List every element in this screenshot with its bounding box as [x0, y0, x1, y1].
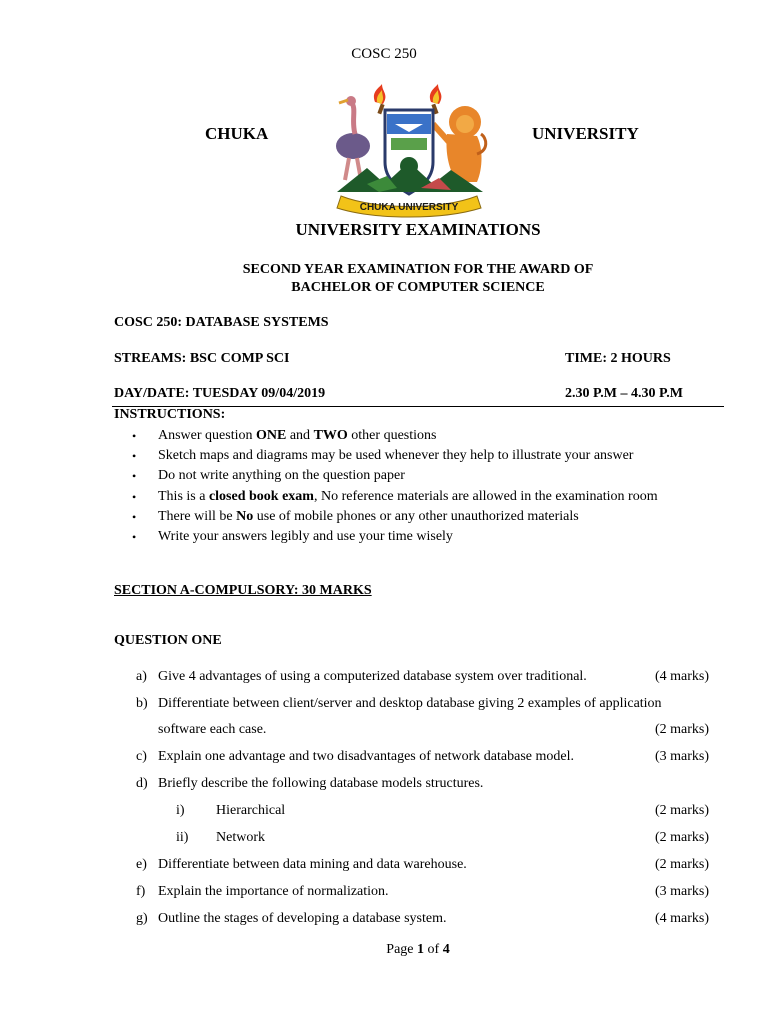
- exam-title: UNIVERSITY EXAMINATIONS: [295, 220, 541, 239]
- list-item: • Sketch maps and diagrams may be used whenever they help to illustrate your answer: [130, 446, 730, 466]
- bullet-icon: •: [132, 469, 137, 484]
- streams-label: STREAMS: BSC COMP SCI: [114, 351, 290, 366]
- question-text: Outline the stages of developing a database system.: [158, 911, 447, 926]
- question-marks: (4 marks): [655, 911, 710, 926]
- question-marks: (2 marks): [655, 857, 710, 872]
- question-text: Hierarchical: [216, 803, 286, 818]
- exam-day-date: DAY/DATE: TUESDAY 09/04/2019: [114, 386, 326, 401]
- question-marks: (2 marks): [655, 803, 710, 818]
- instructions-heading: INSTRUCTIONS:: [114, 407, 226, 422]
- question-text: Give 4 advantages of using a computerized database system over traditional.: [158, 669, 587, 684]
- bullet-icon: •: [132, 529, 137, 544]
- question-label: g): [136, 911, 148, 926]
- section-title: SECTION A-COMPULSORY: 30 MARKS: [114, 583, 372, 598]
- question-label: f): [136, 884, 146, 899]
- bullet-icon: •: [132, 429, 137, 443]
- question-label: i): [176, 803, 185, 818]
- university-crest-logo: [327, 84, 491, 218]
- list-item: • Answer question ONE and TWO other questions: [130, 426, 730, 446]
- question-marks: (3 marks): [655, 749, 710, 764]
- question-marks: (4 marks): [655, 669, 710, 684]
- bullet-icon: •: [132, 489, 137, 504]
- question-label: d): [136, 776, 148, 791]
- question-text: software each case.: [158, 722, 267, 737]
- question-text: Briefly describe the following database models structures.: [158, 776, 484, 791]
- question-label: b): [136, 696, 148, 711]
- question-label: a): [136, 669, 147, 684]
- exam-time-range: 2.30 P.M – 4.30 P.M: [565, 386, 683, 401]
- question-label: c): [136, 749, 147, 764]
- question-marks: (3 marks): [655, 884, 710, 899]
- bullet-icon: •: [132, 449, 137, 464]
- list-item: • Do not write anything on the question paper: [130, 466, 730, 486]
- question-marks: (2 marks): [655, 722, 710, 737]
- course-title: COSC 250: DATABASE SYSTEMS: [114, 315, 329, 330]
- question-text: Explain the importance of normalization.: [158, 884, 389, 899]
- award-line-1: SECOND YEAR EXAMINATION FOR THE AWARD OF: [242, 262, 594, 277]
- course-code-header: COSC 250: [351, 46, 417, 62]
- time-allowed: TIME: 2 HOURS: [565, 351, 671, 366]
- question-label: e): [136, 857, 147, 872]
- instructions-list: [130, 426, 730, 547]
- list-item: • This is a closed book exam, No reference materials are allowed in the examination room: [130, 487, 730, 507]
- university-name-left: CHUKA: [205, 124, 269, 143]
- question-heading: QUESTION ONE: [114, 633, 222, 648]
- university-name-right: UNIVERSITY: [532, 124, 639, 143]
- logo-ribbon-text: CHUKA UNIVERSITY: [359, 202, 459, 213]
- question-label: ii): [176, 830, 189, 845]
- question-text: Differentiate between client/server and desktop database giving 2 examples of application: [158, 696, 662, 711]
- award-line-2: BACHELOR OF COMPUTER SCIENCE: [291, 280, 545, 295]
- question-text: Differentiate between data mining and data warehouse.: [158, 857, 467, 872]
- question-text: Explain one advantage and two disadvantages of network database model.: [158, 749, 574, 764]
- list-item: • There will be No use of mobile phones or any other unauthorized materials: [130, 507, 730, 527]
- question-text: Network: [216, 830, 265, 845]
- page-number-footer: Page 1 of 4: [386, 942, 450, 957]
- bullet-icon: •: [132, 509, 137, 524]
- question-marks: (2 marks): [655, 830, 710, 845]
- list-item: • Write your answers legibly and use your time wisely: [130, 527, 730, 547]
